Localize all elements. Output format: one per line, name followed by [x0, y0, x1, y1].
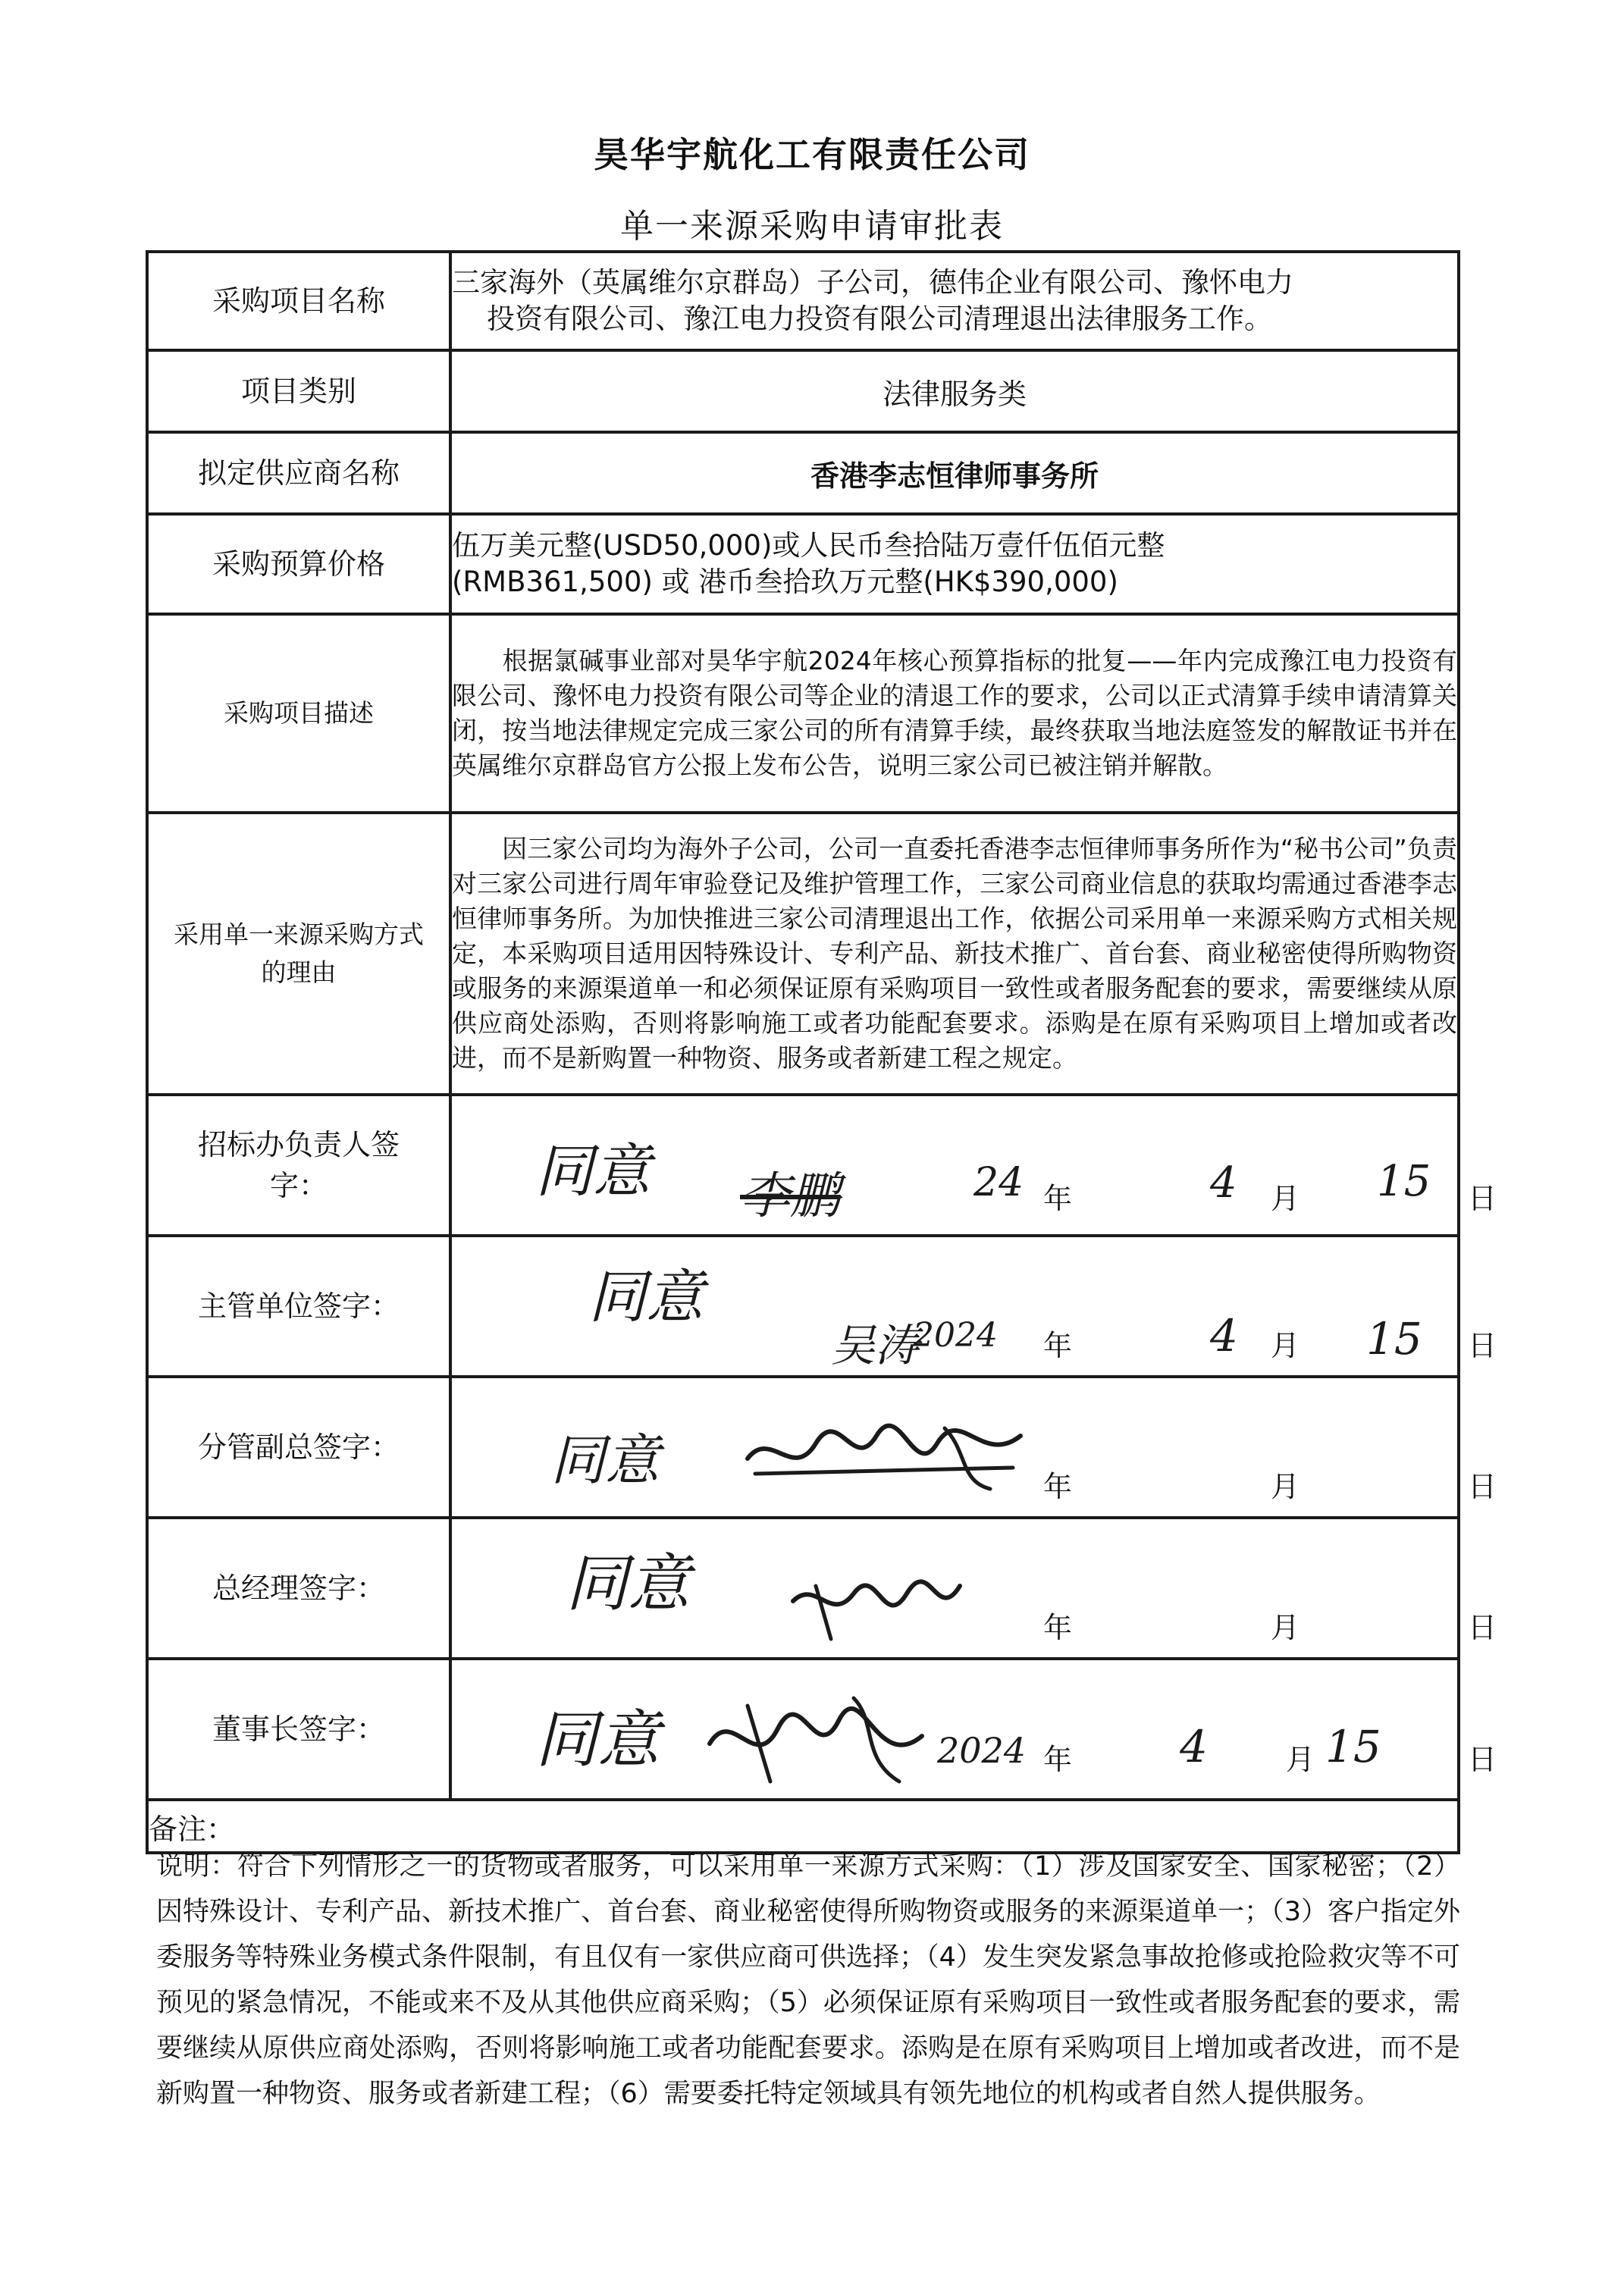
handwritten-signature: 李鹏 — [740, 1167, 840, 1225]
signature-cell-bid-office — [450, 1095, 1497, 1236]
reason-label-line-2: 的理由 — [261, 957, 337, 987]
handwritten-month: 4 — [1210, 1158, 1237, 1208]
day-label: 日 — [1468, 1470, 1497, 1503]
handwritten-day: 15 — [1377, 1157, 1431, 1206]
explanation-text: 说明：符合下列情形之一的货物或者服务，可以采用单一来源方式采购：（1）涉及国家安全、国家秘密；（2）因特殊设计、专利产品、新技术推广、首台套、商业秘密使得所购物资或服务的来源渠道单一；（3）客户指定外委服务等特殊业务模式条件限制，有且仅有一家供应商可供选择；（4）发生突发紧急事故抢修或抢险救灾等不可预见的紧急情况，不能或来不及从其他供应商采购；（5）必须保证原有采购项目一致性或者服务配套的要求，需要继续从原供应商处添购，否则将影响施工或者功能配套要求。添购是在原有采购项目上增加或者改进，而不是新购置一种物资、服务或者新建工程；（6）需要委托特定领域具有领先地位的机构或者自然人提供服务。 — [156, 1851, 1460, 2109]
day-label: 日 — [1468, 1182, 1497, 1215]
year-label: 年 — [1043, 1329, 1073, 1362]
signature-cell-general-manager — [450, 1518, 1497, 1659]
signature-label-line-1: 分管副总签字： — [197, 1431, 400, 1464]
signature-label-general-manager — [147, 1518, 450, 1659]
handwritten-approval: 同意 — [535, 1137, 651, 1205]
signature-label-line-1: 主管单位签字： — [197, 1290, 400, 1323]
day-label: 日 — [1468, 1743, 1497, 1776]
approval-form-table — [146, 250, 1497, 1854]
signature-label-line-1: 总经理签字： — [212, 1572, 385, 1605]
supplier-value: 香港李志恒律师事务所 — [450, 432, 1459, 514]
reason-text-cell — [450, 813, 1459, 1095]
row-signature-supervising-unit — [147, 1236, 1459, 1377]
handwritten-year: 2024 — [913, 1316, 998, 1355]
handwritten-month: 4 — [1210, 1310, 1238, 1362]
handwritten-year: 2024 — [937, 1730, 1027, 1771]
category-value: 法律服务类 — [450, 350, 1459, 432]
day-label: 日 — [1468, 1329, 1497, 1362]
remarks-label: 备注： — [147, 1800, 1459, 1853]
reason-label — [147, 813, 450, 1095]
budget-line-1: 伍万美元整(USD50,000)或人民币叁拾陆万壹仟伍佰元整 — [452, 529, 1165, 562]
row-reason — [147, 813, 1459, 1095]
handwritten-approval: 同意 — [550, 1428, 660, 1492]
signature-label-line-1: 董事长签字： — [212, 1713, 385, 1746]
month-label: 月 — [1271, 1611, 1300, 1644]
budget-label: 采购预算价格 — [147, 514, 450, 614]
year-label: 年 — [1043, 1182, 1073, 1215]
handwritten-approval: 同意 — [588, 1263, 704, 1330]
row-description — [147, 614, 1459, 813]
day-label: 日 — [1468, 1611, 1497, 1644]
row-supplier — [147, 432, 1459, 514]
signature-label-chairman — [147, 1659, 450, 1800]
description-text-cell — [450, 614, 1459, 813]
category-label: 项目类别 — [147, 350, 450, 432]
handwritten-signature-scribble — [785, 1571, 967, 1647]
row-category — [147, 350, 1459, 432]
month-label: 月 — [1286, 1743, 1315, 1776]
row-signature-chairman — [147, 1659, 1459, 1800]
signature-label-line-2: 字： — [269, 1169, 328, 1202]
row-budget — [147, 514, 1459, 614]
handwritten-approval: 同意 — [535, 1704, 660, 1776]
handwritten-year: 24 — [973, 1160, 1024, 1205]
year-label: 年 — [1043, 1743, 1073, 1776]
row-signature-general-manager — [147, 1518, 1459, 1659]
signature-label-bid-office — [147, 1095, 450, 1236]
month-label: 月 — [1271, 1470, 1300, 1503]
signature-cell-deputy-gm — [450, 1377, 1497, 1518]
supplier-label: 拟定供应商名称 — [147, 432, 450, 514]
signature-cell-supervising-unit — [450, 1236, 1497, 1377]
handwritten-approval: 同意 — [566, 1548, 690, 1620]
handwritten-month: 4 — [1180, 1721, 1208, 1772]
row-project-name — [147, 252, 1459, 350]
company-name: 昊华宇航化工有限责任公司 — [594, 134, 1030, 175]
signature-label-deputy-gm — [147, 1377, 450, 1518]
signature-label-supervising-unit — [147, 1236, 450, 1377]
handwritten-signature-scribble — [702, 1691, 930, 1789]
reason-label-line-1: 采用单一来源采购方式 — [174, 920, 424, 949]
reason-text: 因三家公司均为海外子公司，公司一直委托香港李志恒律师事务所作为“秘书公司”负责对三家公司进行周年审验登记及维护管理工作，三家公司商业信息的获取均需通过香港李志恒律师事务所。为加快推进三家公司清理退出工作，依据公司采用单一来源采购方式相关规定，本采购项目适用因特殊设计、专利产品、新技术推广、首台套、商业秘密使得所购物资或服务的来源渠道单一和必须保证原有采购项目一致性或者服务配套的要求，需要继续从原供应商处添购，否则将影响施工或者功能配套要求。添购是在原有采购项目上增加或者改进，而不是新购置一种物资、服务或者新建工程之规定。 — [452, 834, 1457, 1073]
project-name-label: 采购项目名称 — [147, 252, 450, 350]
month-label: 月 — [1271, 1182, 1300, 1215]
handwritten-day: 15 — [1366, 1313, 1422, 1365]
project-name-line-1: 三家海外（英属维尔京群岛）子公司，德伟企业有限公司、豫怀电力 — [452, 266, 1293, 299]
signature-cell-chairman — [450, 1659, 1497, 1800]
year-label: 年 — [1043, 1470, 1073, 1503]
handwritten-signature: 吴涛 — [831, 1320, 920, 1371]
row-signature-bid-office — [147, 1095, 1459, 1236]
handwritten-signature-scribble — [740, 1413, 1028, 1496]
description-label: 采购项目描述 — [147, 614, 450, 813]
month-label: 月 — [1271, 1329, 1300, 1362]
budget-line-2: (RMB361,500) 或 港币叁拾玖万元整(HK$390,000) — [452, 566, 1118, 598]
signature-label-line-1: 招标办负责人签 — [197, 1128, 400, 1161]
form-title: 单一来源采购申请审批表 — [620, 207, 1004, 246]
row-signature-deputy-gm — [147, 1377, 1459, 1518]
project-name-value — [450, 252, 1459, 350]
handwritten-day: 15 — [1325, 1721, 1381, 1772]
project-name-line-2: 投资有限公司、豫江电力投资有限公司清理退出法律服务工作。 — [487, 302, 1272, 335]
budget-value — [450, 514, 1459, 614]
description-text: 根据氯碱事业部对昊华宇航2024年核心预算指标的批复——年内完成豫江电力投资有限公司、豫怀电力投资有限公司等企业的清退工作的要求，公司以正式清算手续申请清算关闭，按当地法律规定完成三家公司的所有清算手续，最终获取当地法庭签发的解散证书并在英属维尔京群岛官方公报上发布公告，说明三家公司已被注销并解散。 — [452, 646, 1457, 780]
year-label: 年 — [1043, 1611, 1073, 1644]
